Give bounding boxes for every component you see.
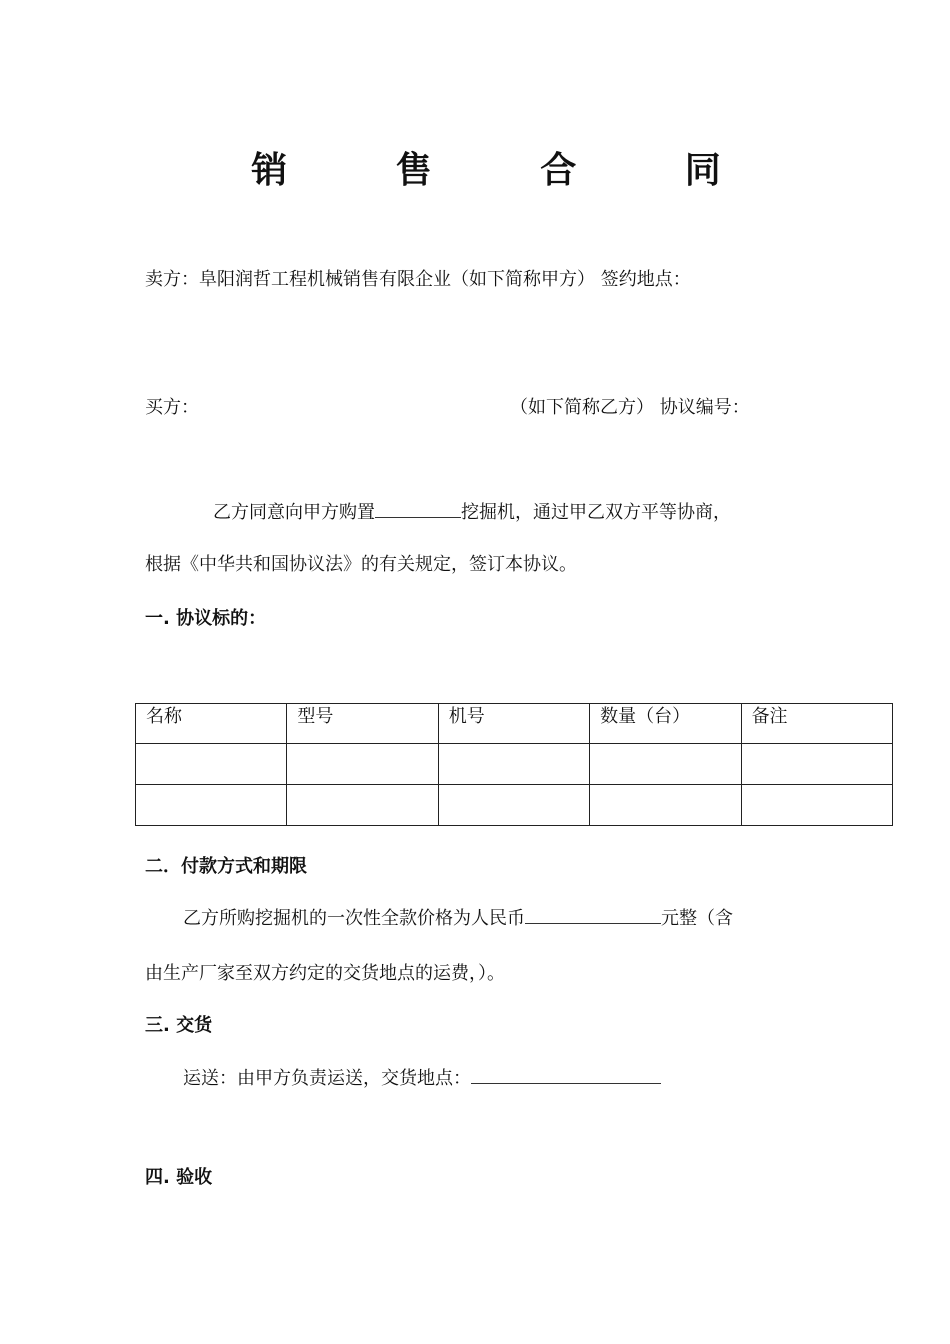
table-cell[interactable] [741, 785, 892, 826]
seller-line: 卖方：阜阳润哲工程机械销售有限企业（如下简称甲方） 签约地点： [145, 269, 691, 290]
intro-line-2: 根据《中华共和国协议法》的有关规定，签订本协议。 [145, 554, 577, 575]
price-blank[interactable] [525, 907, 661, 924]
intro-line-1 [213, 498, 731, 524]
table-header-cell: 机号 [438, 704, 589, 744]
table-cell[interactable] [287, 744, 438, 785]
table-header-cell: 数量（台） [590, 704, 741, 744]
delivery-location-blank[interactable] [471, 1067, 661, 1084]
table-header-row [136, 704, 893, 744]
section-1-heading: 一. 协议标的： [145, 608, 267, 629]
table-header-cell: 名称 [136, 704, 287, 744]
excavator-model-blank[interactable] [375, 501, 461, 518]
payment-line-2: 由生产厂家至双方约定的交货地点的运费，）。 [145, 963, 505, 984]
table-cell[interactable] [136, 744, 287, 785]
payment-text-b: 元整（含 [661, 908, 733, 929]
table-cell[interactable] [438, 785, 589, 826]
table-cell[interactable] [590, 744, 741, 785]
buyer-suffix: （如下简称乙方） 协议编号： [510, 397, 750, 418]
intro-text-a: 乙方同意向甲方购置 [213, 502, 375, 523]
table-header-cell: 备注 [741, 704, 892, 744]
payment-line-1 [183, 904, 733, 930]
section-4-heading: 四. 验收 [145, 1167, 213, 1188]
table-cell[interactable] [741, 744, 892, 785]
delivery-text: 运送：由甲方负责运送，交货地点： [183, 1068, 471, 1089]
table-cell[interactable] [590, 785, 741, 826]
table-cell[interactable] [136, 785, 287, 826]
payment-text-a: 乙方所购挖掘机的一次性全款价格为人民币 [183, 908, 525, 929]
table-cell[interactable] [287, 785, 438, 826]
table-row [136, 744, 893, 785]
document-title: 销 售 合 同 [251, 150, 769, 191]
contract-subject-table [135, 703, 893, 826]
table-row [136, 785, 893, 826]
buyer-label: 买方： [145, 397, 199, 418]
table-cell[interactable] [438, 744, 589, 785]
section-3-heading: 三. 交货 [145, 1015, 213, 1036]
section-2-heading: 二．付款方式和期限 [145, 856, 307, 877]
table-header-cell: 型号 [287, 704, 438, 744]
intro-text-b: 挖掘机，通过甲乙双方平等协商， [461, 502, 731, 523]
delivery-line [183, 1064, 661, 1090]
